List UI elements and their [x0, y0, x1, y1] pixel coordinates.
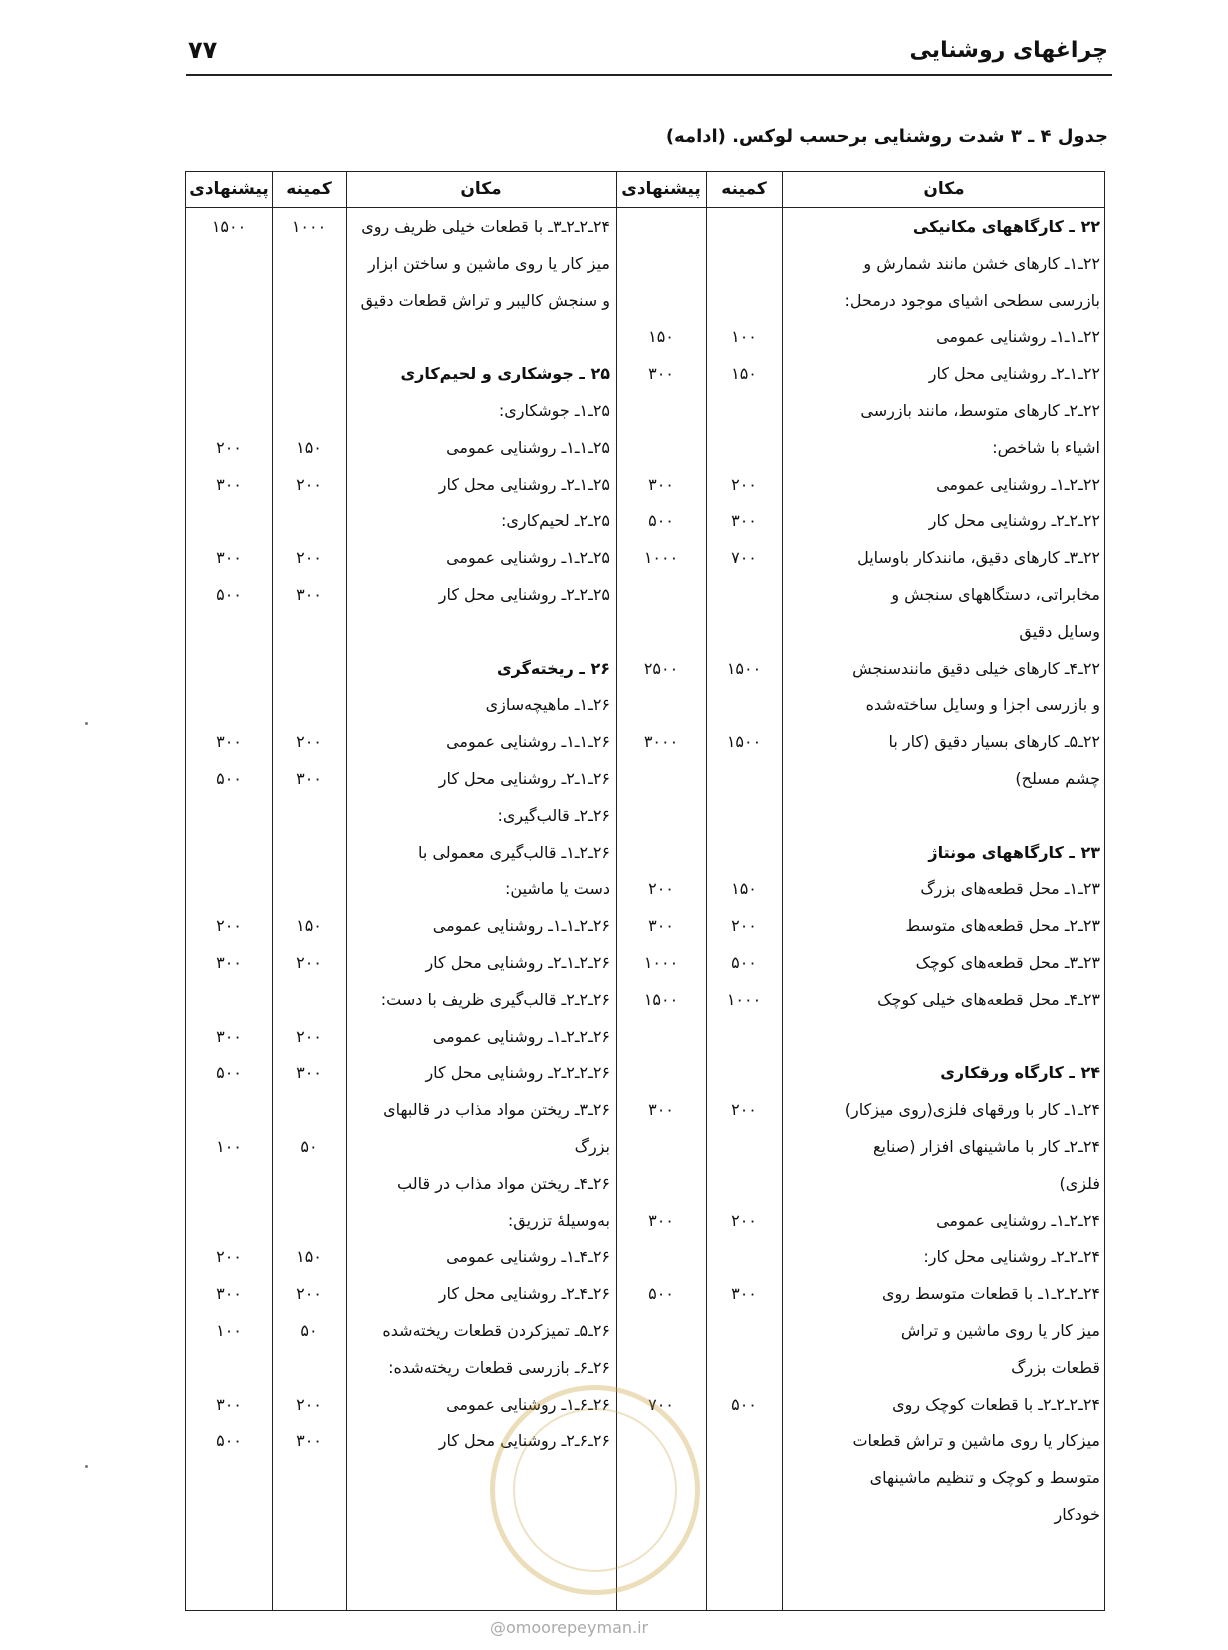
table-caption: جدول ۴ ـ ۳ شدت روشنایی برحسب لوکس. (ادامه): [665, 126, 1108, 147]
min-lux-cell: [272, 834, 346, 872]
column-header-recommended-right: پیشنهادی: [621, 179, 701, 199]
min-lux-cell: ۲۰۰: [731, 916, 757, 936]
location-cell: ۲۲ـ۲ـ۱ـ روشنایی عمومی: [936, 474, 1100, 494]
location-cell: ۲۶ـ۴ـ ریختن مواد مذاب در قالب: [397, 1173, 610, 1193]
recommended-lux-cell: ۳۰۰: [216, 474, 242, 494]
recommended-lux-cell: [186, 1459, 272, 1497]
min-lux-cell: [706, 1496, 782, 1534]
min-lux-cell: ۳۰۰: [731, 1284, 757, 1304]
min-lux-cell: ۲۰۰: [296, 732, 322, 752]
min-lux-cell: [706, 797, 782, 835]
min-lux-cell: ۲۰۰: [296, 474, 322, 494]
location-cell: بزرگ: [574, 1137, 610, 1156]
min-lux-cell: ۲۰۰: [296, 1284, 322, 1304]
min-lux-cell: [272, 1349, 346, 1387]
location-cell: به‌وسیلهٔ تزریق:: [507, 1210, 610, 1230]
page-number: ۷۷: [188, 36, 218, 64]
min-lux-cell: [706, 245, 782, 283]
recommended-lux-cell: [616, 1128, 706, 1166]
recommended-lux-cell: [186, 318, 272, 356]
location-cell: ۲۴ـ۲ـ۱ـ روشنایی عمومی: [936, 1210, 1100, 1230]
min-lux-cell: ۱۵۰: [731, 879, 757, 899]
location-cell: بازرسی سطحی اشیای موجود درمحل:: [844, 290, 1100, 310]
min-lux-cell: [706, 429, 782, 467]
min-lux-cell: [706, 208, 782, 246]
location-cell: ۲۳ـ۲ـ محل قطعه‌های متوسط: [905, 916, 1100, 936]
min-lux-cell: [272, 1459, 346, 1497]
recommended-lux-cell: [616, 429, 706, 467]
min-lux-cell: [706, 1238, 782, 1276]
min-lux-cell: [706, 576, 782, 614]
location-cell: ۲۶ ـ ریخته‌گری: [496, 658, 610, 678]
recommended-lux-cell: [616, 1018, 706, 1056]
location-cell: ۲۴ـ۲ـ۲ـ روشنایی محل کار:: [923, 1247, 1100, 1267]
location-cell: ۲۳ـ۳ـ محل قطعه‌های کوچک: [915, 953, 1100, 972]
recommended-lux-cell: [616, 245, 706, 283]
min-lux-cell: [272, 686, 346, 724]
location-cell: ۲۶ـ۶ـ۲ـ روشنایی محل کار: [438, 1431, 610, 1451]
location-cell: ۲۲ ـ کارگاههای مکانیکی: [912, 217, 1100, 236]
location-cell: ۲۴ـ۲ـ کار با ماشینهای افزار (صنایع: [872, 1137, 1100, 1156]
recommended-lux-cell: [616, 282, 706, 320]
location-cell: ۲۴ـ۲ـ۲ـ۲ـ با قطعات کوچک روی: [892, 1394, 1100, 1414]
recommended-lux-cell: [616, 834, 706, 872]
min-lux-cell: [706, 1018, 782, 1056]
min-lux-cell: [272, 318, 346, 356]
recommended-lux-cell: ۲۰۰: [648, 879, 674, 899]
recommended-lux-cell: ۳۰۰: [216, 1394, 242, 1414]
recommended-lux-cell: [186, 870, 272, 908]
location-cell: ۲۶ـ۱ـ۲ـ روشنایی محل کار: [438, 769, 610, 788]
location-cell: [782, 797, 1106, 835]
recommended-lux-cell: ۱۵۰: [648, 327, 674, 347]
recommended-lux-cell: ۳۰۰: [216, 548, 242, 568]
location-cell: ۲۶ـ۴ـ۲ـ روشنایی محل کار: [438, 1284, 610, 1304]
min-lux-cell: ۵۰۰: [731, 1394, 757, 1414]
recommended-lux-cell: [616, 392, 706, 430]
recommended-lux-cell: [186, 245, 272, 283]
recommended-lux-cell: ۲۰۰: [216, 916, 242, 936]
min-lux-cell: [706, 1165, 782, 1203]
location-cell: وسایل دقیق: [1019, 621, 1100, 641]
min-lux-cell: ۱۵۰۰: [726, 658, 762, 678]
min-lux-cell: ۲۰۰: [296, 1394, 322, 1414]
location-cell: ۲۶ـ۲ـ۱ـ قالب‌گیری معمولی با: [418, 842, 610, 862]
recommended-lux-cell: [616, 1238, 706, 1276]
running-title: چراغهای روشنایی: [909, 38, 1108, 63]
recommended-lux-cell: [186, 282, 272, 320]
min-lux-cell: [706, 834, 782, 872]
min-lux-cell: ۵۰: [300, 1137, 318, 1156]
illuminance-table: [185, 171, 1105, 1611]
min-lux-cell: [272, 870, 346, 908]
min-lux-cell: [706, 613, 782, 651]
location-cell: و سنجش کالیبر و تراش قطعات دقیق: [360, 290, 610, 310]
location-cell: خودکار: [1054, 1505, 1100, 1524]
min-lux-cell: [272, 1091, 346, 1129]
location-cell: ۲۶ـ۲ـ۱ـ۱ـ روشنایی عمومی: [432, 916, 610, 936]
recommended-lux-cell: ۳۰۰: [648, 916, 674, 936]
location-cell: ۲۶ـ۲ـ۱ـ۲ـ روشنایی محل کار: [425, 953, 610, 972]
location-cell: ۲۶ـ۵ـ تمیزکردن قطعات ریخته‌شده: [382, 1321, 610, 1340]
location-cell: دست یا ماشین:: [505, 879, 610, 899]
recommended-lux-cell: ۱۰۰: [216, 1137, 242, 1156]
recommended-lux-cell: [616, 760, 706, 798]
min-lux-cell: [706, 1422, 782, 1460]
recommended-lux-cell: [616, 1165, 706, 1203]
min-lux-cell: [272, 392, 346, 430]
min-lux-cell: [706, 1349, 782, 1387]
min-lux-cell: [272, 502, 346, 540]
location-cell: ۲۲ـ۱ـ۲ـ روشنایی محل کار: [928, 364, 1100, 384]
min-lux-cell: ۳۰۰: [296, 585, 322, 604]
location-cell: ۲۶ـ۶ـ۱ـ روشنایی عمومی: [446, 1394, 610, 1414]
min-lux-cell: ۱۵۰: [731, 364, 757, 384]
min-lux-cell: ۲۰۰: [731, 1100, 757, 1120]
location-cell: ۲۶ـ۲ـ۲ـ۱ـ روشنایی عمومی: [432, 1026, 610, 1046]
location-cell: ۲۴ـ۱ـ کار با ورقهای فلزی(روی میزکار): [844, 1100, 1100, 1120]
recommended-lux-cell: ۵۰۰: [216, 1431, 242, 1451]
recommended-lux-cell: ۱۰۰۰: [643, 548, 679, 568]
recommended-lux-cell: [186, 613, 272, 651]
recommended-lux-cell: [616, 686, 706, 724]
recommended-lux-cell: ۲۰۰: [216, 437, 242, 457]
location-cell: متوسط و کوچک و تنظیم ماشینهای: [869, 1468, 1100, 1488]
location-cell: ۲۲ـ۱ـ۱ـ روشنایی عمومی: [936, 327, 1100, 347]
min-lux-cell: ۳۰۰: [296, 1063, 322, 1083]
min-lux-cell: [272, 650, 346, 688]
column-header-min-right: کمینه: [721, 179, 767, 199]
location-cell: [346, 318, 616, 356]
min-lux-cell: [706, 1054, 782, 1092]
min-lux-cell: ۵۰۰: [731, 953, 757, 972]
location-cell: مخابراتی، دستگاههای سنجش و: [891, 585, 1100, 604]
location-cell: ۲۲ـ۳ـ کارهای دقیق، مانندکار باوسایل: [857, 548, 1100, 568]
location-cell: ۲۵ـ۱ـ جوشکاری:: [498, 401, 610, 420]
location-cell: میز کار یا روی ماشین و ساختن ابزار: [367, 253, 610, 273]
location-cell: ۲۳ ـ کارگاههای مونتاژ: [928, 842, 1100, 862]
min-lux-cell: [272, 355, 346, 393]
recommended-lux-cell: ۳۰۰: [216, 953, 242, 972]
min-lux-cell: ۱۵۰: [296, 1247, 322, 1267]
min-lux-cell: ۵۰: [300, 1321, 318, 1340]
location-cell: ۲۵ ـ جوشکاری و لحیم‌کاری: [400, 364, 610, 384]
recommended-lux-cell: ۵۰۰: [648, 1284, 674, 1304]
recommended-lux-cell: ۵۰۰: [216, 769, 242, 788]
recommended-lux-cell: ۳۰۰: [648, 364, 674, 384]
recommended-lux-cell: [616, 1349, 706, 1387]
recommended-lux-cell: ۵۰۰: [216, 1063, 242, 1083]
min-lux-cell: ۲۰۰: [731, 474, 757, 494]
recommended-lux-cell: [616, 1054, 706, 1092]
location-cell: قطعات بزرگ: [1011, 1357, 1100, 1377]
recommended-lux-cell: ۱۵۰۰: [643, 989, 679, 1009]
website-footer: @omoorepeyman.ir: [490, 1618, 649, 1637]
margin-mark: [85, 1465, 88, 1468]
recommended-lux-cell: ۲۵۰۰: [643, 658, 679, 678]
location-cell: ۲۲ـ۲ـ کارهای متوسط، مانند بازرسی: [860, 401, 1100, 420]
min-lux-cell: [272, 613, 346, 651]
recommended-lux-cell: [186, 1496, 272, 1534]
location-cell: ۲۲ـ۴ـ کارهای خیلی دقیق مانندسنجش: [852, 658, 1100, 678]
min-lux-cell: ۱۵۰: [296, 916, 322, 936]
min-lux-cell: [706, 760, 782, 798]
recommended-lux-cell: [186, 797, 272, 835]
min-lux-cell: ۱۰۰۰: [726, 989, 762, 1009]
recommended-lux-cell: ۱۰۰۰: [643, 953, 679, 972]
recommended-lux-cell: ۱۵۰۰: [211, 217, 247, 236]
recommended-lux-cell: [616, 797, 706, 835]
recommended-lux-cell: [186, 355, 272, 393]
location-cell: اشیاء با شاخص:: [992, 437, 1100, 457]
min-lux-cell: ۱۵۰۰: [726, 732, 762, 752]
min-lux-cell: [706, 1128, 782, 1166]
min-lux-cell: [706, 392, 782, 430]
min-lux-cell: [706, 1312, 782, 1350]
location-cell: ۲۶ـ۱ـ۱ـ روشنایی عمومی: [446, 732, 610, 752]
location-cell: میزکار یا روی ماشین و تراش قطعات: [852, 1431, 1100, 1451]
location-cell: ۲۵ـ۲ـ۲ـ روشنایی محل کار: [438, 585, 610, 604]
recommended-lux-cell: [186, 650, 272, 688]
column-header-recommended-left: پیشنهادی: [189, 179, 269, 199]
min-lux-cell: [272, 245, 346, 283]
location-cell: چشم مسلح): [1015, 769, 1100, 788]
recommended-lux-cell: ۳۰۰: [648, 474, 674, 494]
recommended-lux-cell: [186, 1349, 272, 1387]
min-lux-cell: ۲۰۰: [296, 548, 322, 568]
min-lux-cell: [706, 686, 782, 724]
recommended-lux-cell: ۳۰۰: [216, 1026, 242, 1046]
recommended-lux-cell: [186, 1091, 272, 1129]
recommended-lux-cell: ۳۰۰: [648, 1210, 674, 1230]
location-cell: ۲۶ـ۲ـ۲ـ قالب‌گیری ظریف با دست:: [380, 989, 610, 1009]
location-cell: ۲۲ـ۲ـ۲ـ روشنایی محل کار: [928, 511, 1100, 531]
min-lux-cell: ۱۰۰: [731, 327, 757, 347]
location-cell: ۲۴ـ۲ـ۲ـ۱ـ با قطعات متوسط روی: [881, 1284, 1100, 1304]
min-lux-cell: ۳۰۰: [296, 769, 322, 788]
recommended-lux-cell: ۵۰۰: [216, 585, 242, 604]
location-cell: ۲۵ـ۱ـ۱ـ روشنایی عمومی: [446, 437, 610, 457]
location-cell: ۲۴ـ۲ـ۲ـ۳ـ با قطعات خیلی ظریف روی: [361, 217, 610, 236]
watermark-seal: [490, 1385, 700, 1595]
recommended-lux-cell: ۷۰۰: [648, 1394, 674, 1414]
header-rule: [186, 74, 1112, 76]
min-lux-cell: ۲۰۰: [731, 1210, 757, 1230]
location-cell: ۲۶ـ۳ـ ریختن مواد مذاب در قالبهای: [383, 1100, 610, 1120]
location-cell: ۲۶ـ۴ـ۱ـ روشنایی عمومی: [446, 1247, 610, 1267]
location-cell: فلزی): [1059, 1173, 1100, 1193]
recommended-lux-cell: ۳۰۰: [216, 1284, 242, 1304]
min-lux-cell: ۳۰۰: [731, 511, 757, 531]
recommended-lux-cell: [616, 613, 706, 651]
min-lux-cell: ۱۵۰: [296, 437, 322, 457]
recommended-lux-cell: [186, 834, 272, 872]
min-lux-cell: [706, 282, 782, 320]
recommended-lux-cell: [616, 208, 706, 246]
min-lux-cell: ۲۰۰: [296, 1026, 322, 1046]
recommended-lux-cell: [616, 576, 706, 614]
column-header-location-left: مکان: [460, 179, 502, 199]
min-lux-cell: [706, 1459, 782, 1497]
min-lux-cell: [272, 1165, 346, 1203]
location-cell: ۲۳ـ۴ـ محل قطعه‌های خیلی کوچک: [877, 989, 1100, 1009]
location-cell: ۲۵ـ۲ـ لحیم‌کاری:: [500, 511, 610, 531]
recommended-lux-cell: [616, 1312, 706, 1350]
min-lux-cell: ۳۰۰: [296, 1431, 322, 1451]
recommended-lux-cell: [186, 392, 272, 430]
min-lux-cell: [272, 1496, 346, 1534]
recommended-lux-cell: ۲۰۰: [216, 1247, 242, 1267]
recommended-lux-cell: [186, 502, 272, 540]
location-cell: و بازرسی اجزا و وسایل ساخته‌شده: [865, 695, 1100, 715]
recommended-lux-cell: ۵۰۰: [648, 511, 674, 531]
location-cell: ۲۶ـ۱ـ ماهیچه‌سازی: [485, 695, 610, 715]
column-header-min-left: کمینه: [286, 179, 332, 199]
recommended-lux-cell: ۳۰۰۰: [643, 732, 679, 752]
recommended-lux-cell: [186, 686, 272, 724]
recommended-lux-cell: [186, 981, 272, 1019]
location-cell: [782, 1018, 1106, 1056]
min-lux-cell: ۷۰۰: [731, 548, 757, 568]
location-cell: ۲۴ ـ کارگاه ورقکاری: [940, 1063, 1100, 1083]
location-cell: میز کار یا روی ماشین و تراش: [900, 1321, 1100, 1340]
location-cell: ۲۶ـ۲ـ۲ـ۲ـ روشنایی محل کار: [425, 1063, 610, 1083]
location-cell: [346, 613, 616, 651]
min-lux-cell: [272, 981, 346, 1019]
location-cell: ۲۲ـ۵ـ کارهای بسیار دقیق (کار با: [888, 732, 1100, 752]
min-lux-cell: [272, 282, 346, 320]
min-lux-cell: ۲۰۰: [296, 953, 322, 972]
location-cell: ۲۲ـ۱ـ کارهای خشن مانند شمارش و: [863, 253, 1100, 273]
location-cell: ۲۶ـ۶ـ بازرسی قطعات ریخته‌شده:: [388, 1357, 610, 1377]
recommended-lux-cell: ۳۰۰: [216, 732, 242, 752]
location-cell: ۲۵ـ۱ـ۲ـ روشنایی محل کار: [438, 474, 610, 494]
recommended-lux-cell: [186, 1202, 272, 1240]
location-cell: ۲۳ـ۱ـ محل قطعه‌های بزرگ: [920, 879, 1100, 899]
min-lux-cell: [272, 1202, 346, 1240]
column-header-location-right: مکان: [923, 179, 965, 199]
recommended-lux-cell: ۱۰۰: [216, 1321, 242, 1340]
location-cell: ۲۶ـ۲ـ قالب‌گیری:: [497, 805, 610, 825]
recommended-lux-cell: ۳۰۰: [648, 1100, 674, 1120]
min-lux-cell: [272, 797, 346, 835]
recommended-lux-cell: [186, 1165, 272, 1203]
location-cell: ۲۵ـ۲ـ۱ـ روشنایی عمومی: [446, 548, 610, 568]
margin-mark: [85, 722, 88, 725]
min-lux-cell: ۱۰۰۰: [291, 217, 327, 236]
